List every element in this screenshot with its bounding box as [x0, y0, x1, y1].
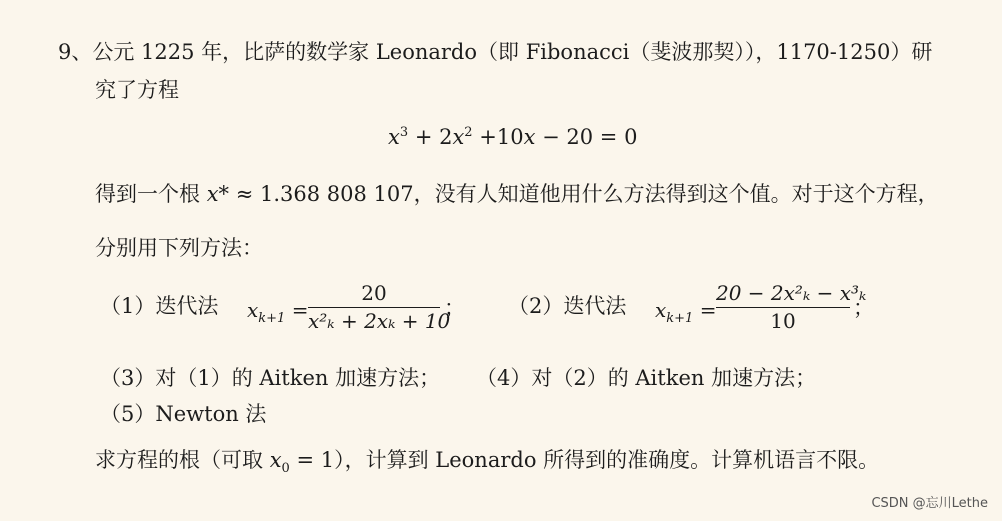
method-1-numerator: 20 [361, 281, 387, 305]
equation: $x^3 + 2x^2 +10x - 20 = 0$ [388, 125, 638, 149]
method-4: （4）对（2）的 Aitken 加速方法； [476, 366, 817, 390]
method-1-label: （1）迭代法 [100, 294, 219, 318]
method-1-fraction [308, 281, 451, 333]
problem-line-1: 9、公元 1225 年，比萨的数学家 Leonardo（即 Fibonacci（斐波那契）），1170-1250）研 [58, 40, 933, 64]
method-1-lhs: $x_{k+1}$ = [247, 298, 309, 326]
method-1-end: ； [444, 296, 465, 320]
method-2-end: ； [853, 296, 874, 320]
method-2-numerator: 20 − 2x²ₖ − x³ₖ [716, 281, 867, 305]
method-2-denominator: 10 [770, 309, 796, 333]
fraction-bar [716, 307, 850, 308]
method-2-fraction [716, 281, 867, 333]
root-statement: 得到一个根 x* ≈ 1.368 808 107，没有人知道他用什么方法得到这个值。对于这个方程， [95, 182, 939, 206]
final-instruction: 求方程的根（可取 $x_0 = 1$），计算到 Leonardo 所得到的准确度。计算机语言不限。 [95, 448, 880, 477]
method-3: （3）对（1）的 Aitken 加速方法； [100, 366, 441, 390]
method-2-lhs: $x_{k+1}$ = [655, 298, 717, 326]
methods-intro: 分别用下列方法： [95, 236, 263, 260]
problem-line-2: 究了方程 [95, 78, 179, 102]
method-2-label: （2）迭代法 [508, 294, 627, 318]
method-5: （5）Newton 法 [100, 402, 267, 426]
watermark: CSDN @忘川Lethe [871, 496, 988, 511]
method-1-denominator: x²ₖ + 2xₖ + 10 [308, 309, 451, 333]
fraction-bar [308, 307, 440, 308]
